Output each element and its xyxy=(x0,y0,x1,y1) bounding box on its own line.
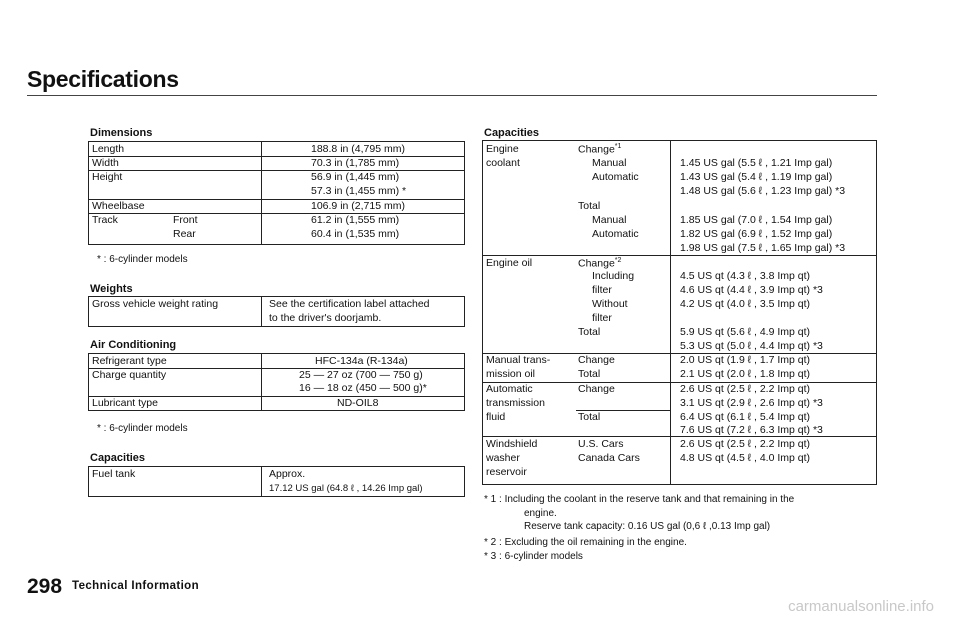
washer-label-line1: Windshield xyxy=(486,438,538,450)
fuel-value-line1: Approx. xyxy=(269,468,306,480)
coolant-total-manual: Manual xyxy=(592,214,627,226)
page-number: 298 xyxy=(27,575,63,598)
mt-label-line1: Manual trans- xyxy=(486,354,551,366)
dim-value-track-rear: 60.4 in (1,535 mm) xyxy=(311,228,400,240)
oil-value-2: 4.6 US qt (4.4 ℓ , 3.9 Imp qt) *3 xyxy=(680,284,823,296)
mt-value-1: 2.0 US qt (1.9 ℓ , 1.7 Imp qt) xyxy=(680,354,811,366)
mt-label-line2: mission oil xyxy=(486,368,536,380)
oil-total: Total xyxy=(578,326,601,338)
coolant-automatic: Automatic xyxy=(592,171,639,183)
footnote-2: * 2 : Excluding the oil remaining in the engine. xyxy=(484,537,687,548)
mt-total: Total xyxy=(578,368,601,380)
capacities-table xyxy=(482,140,877,485)
dim-value-length: 188.8 in (4,795 mm) xyxy=(311,143,405,155)
dim-value-track-front: 61.2 in (1,555 mm) xyxy=(311,214,400,226)
coolant-label-line2: coolant xyxy=(486,157,520,169)
mt-value-2: 2.1 US qt (2.0 ℓ , 1.8 Imp qt) xyxy=(680,368,811,380)
capacities-heading: Capacities xyxy=(484,127,540,139)
watermark: carmanualsonline.info xyxy=(788,598,934,615)
dim-label-length: Length xyxy=(92,143,125,155)
ac-heading: Air Conditioning xyxy=(90,339,177,351)
oil-value-1: 4.5 US qt (4.3 ℓ , 3.8 Imp qt) xyxy=(680,270,811,282)
ac-charge-value-line1: 25 — 27 oz (700 — 750 g) xyxy=(299,369,423,381)
ac-charge-value-line2: 16 — 18 oz (450 — 500 g)* xyxy=(299,382,427,394)
washer-label-line3: reservoir xyxy=(486,466,527,478)
oil-value-3: 4.2 US qt (4.0 ℓ , 3.5 Imp qt) xyxy=(680,298,811,310)
coolant-value-4: 1.85 US gal (7.0 ℓ , 1.54 Imp gal) xyxy=(680,214,833,226)
at-total: Total xyxy=(578,411,601,423)
at-label-line1: Automatic xyxy=(486,383,533,395)
ac-table xyxy=(88,353,465,411)
dim-value-wheelbase: 106.9 in (2,715 mm) xyxy=(311,200,405,212)
fuel-label: Fuel tank xyxy=(92,468,136,480)
ac-lubricant-value: ND-OIL8 xyxy=(337,397,379,409)
ac-refrigerant-label: Refrigerant type xyxy=(92,355,167,367)
fuel-value-line2: 17.12 US gal (64.8 ℓ , 14.26 Imp gal) xyxy=(269,483,423,494)
dimensions-heading: Dimensions xyxy=(90,127,153,139)
washer-canada: Canada Cars xyxy=(578,452,640,464)
weights-label: Gross vehicle weight rating xyxy=(92,298,219,310)
ac-lubricant-label: Lubricant type xyxy=(92,397,158,409)
section-label: Technical Information xyxy=(72,580,200,592)
oil-change: Change$^{*2}$ xyxy=(578,257,622,270)
coolant-total-automatic: Automatic xyxy=(592,228,639,240)
coolant-value-1: 1.45 US gal (5.5 ℓ , 1.21 Imp gal) xyxy=(680,157,833,169)
at-value-4: 7.6 US qt (7.2 ℓ , 6.3 Imp qt) *3 xyxy=(680,424,823,436)
coolant-value-2: 1.43 US gal (5.4 ℓ , 1.19 Imp gal) xyxy=(680,171,833,183)
dim-label-height: Height xyxy=(92,171,123,183)
capacities-left-heading: Capacities xyxy=(90,452,146,464)
at-change: Change xyxy=(578,383,615,395)
dimensions-footnote: * : 6-cylinder models xyxy=(97,254,188,265)
title-rule xyxy=(27,95,877,96)
coolant-change: Change$^{*1}$ xyxy=(578,143,622,156)
ac-charge-label: Charge quantity xyxy=(92,369,167,381)
footnote-3: * 3 : 6-cylinder models xyxy=(484,551,583,562)
footnote-1: * 1 : Including the coolant in the reserve tank and that remaining in the xyxy=(484,494,795,505)
oil-without-line2: filter xyxy=(592,312,612,324)
dim-label-wheelbase: Wheelbase xyxy=(92,200,145,212)
coolant-value-5: 1.82 US gal (6.9 ℓ , 1.52 Imp gal) xyxy=(680,228,833,240)
dim-value-height-6cyl: 57.3 in (1,455 mm) * xyxy=(311,185,407,197)
dim-value-width: 70.3 in (1,785 mm) xyxy=(311,157,400,169)
washer-label-line2: washer xyxy=(486,452,520,464)
washer-value-1: 2.6 US qt (2.5 ℓ , 2.2 Imp qt) xyxy=(680,438,811,450)
at-value-3: 6.4 US qt (6.1 ℓ , 5.4 Imp qt) xyxy=(680,411,811,423)
fuel-table xyxy=(88,466,465,497)
dim-label-width: Width xyxy=(92,157,119,169)
at-label-line3: fluid xyxy=(486,411,506,423)
washer-us: U.S. Cars xyxy=(578,438,624,450)
oil-value-4: 5.9 US qt (5.6 ℓ , 4.9 Imp qt) xyxy=(680,326,811,338)
at-value-2: 3.1 US qt (2.9 ℓ , 2.6 Imp qt) *3 xyxy=(680,397,823,409)
weights-value-line1: See the certification label attached xyxy=(269,298,430,310)
at-value-1: 2.6 US qt (2.5 ℓ , 2.2 Imp qt) xyxy=(680,383,811,395)
oil-without-line1: Without xyxy=(592,298,628,310)
oil-including-line1: Including xyxy=(592,270,635,282)
ac-refrigerant-value: HFC-134a (R-134a) xyxy=(315,355,408,367)
ac-footnote: * : 6-cylinder models xyxy=(97,423,188,434)
footnote-1-reserve: Reserve tank capacity: 0.16 US gal (0,6 ℓ ,0.13 Imp gal) xyxy=(524,521,771,532)
dim-label-track: Track xyxy=(92,214,118,226)
dim-value-height: 56.9 in (1,445 mm) xyxy=(311,171,400,183)
coolant-value-6: 1.98 US gal (7.5 ℓ , 1.65 Imp gal) *3 xyxy=(680,242,846,254)
dim-sub-front: Front xyxy=(173,214,198,226)
oil-value-5: 5.3 US qt (5.0 ℓ , 4.4 Imp qt) *3 xyxy=(680,340,823,352)
oil-label: Engine oil xyxy=(486,257,533,269)
mt-change: Change xyxy=(578,354,615,366)
weights-table xyxy=(88,296,465,327)
coolant-total: Total xyxy=(578,200,601,212)
dimensions-table xyxy=(88,141,465,245)
coolant-manual: Manual xyxy=(592,157,627,169)
coolant-value-3: 1.48 US gal (5.6 ℓ , 1.23 Imp gal) *3 xyxy=(680,185,846,197)
footnote-1-cont: engine. xyxy=(524,508,557,519)
page-title: Specifications xyxy=(27,66,179,92)
weights-value-line2: to the driver's doorjamb. xyxy=(269,312,382,324)
washer-value-2: 4.8 US qt (4.5 ℓ , 4.0 Imp qt) xyxy=(680,452,811,464)
coolant-label-line1: Engine xyxy=(486,143,519,155)
at-label-line2: transmission xyxy=(486,397,545,409)
oil-including-line2: filter xyxy=(592,284,612,296)
weights-heading: Weights xyxy=(90,283,133,295)
dim-sub-rear: Rear xyxy=(173,228,196,240)
